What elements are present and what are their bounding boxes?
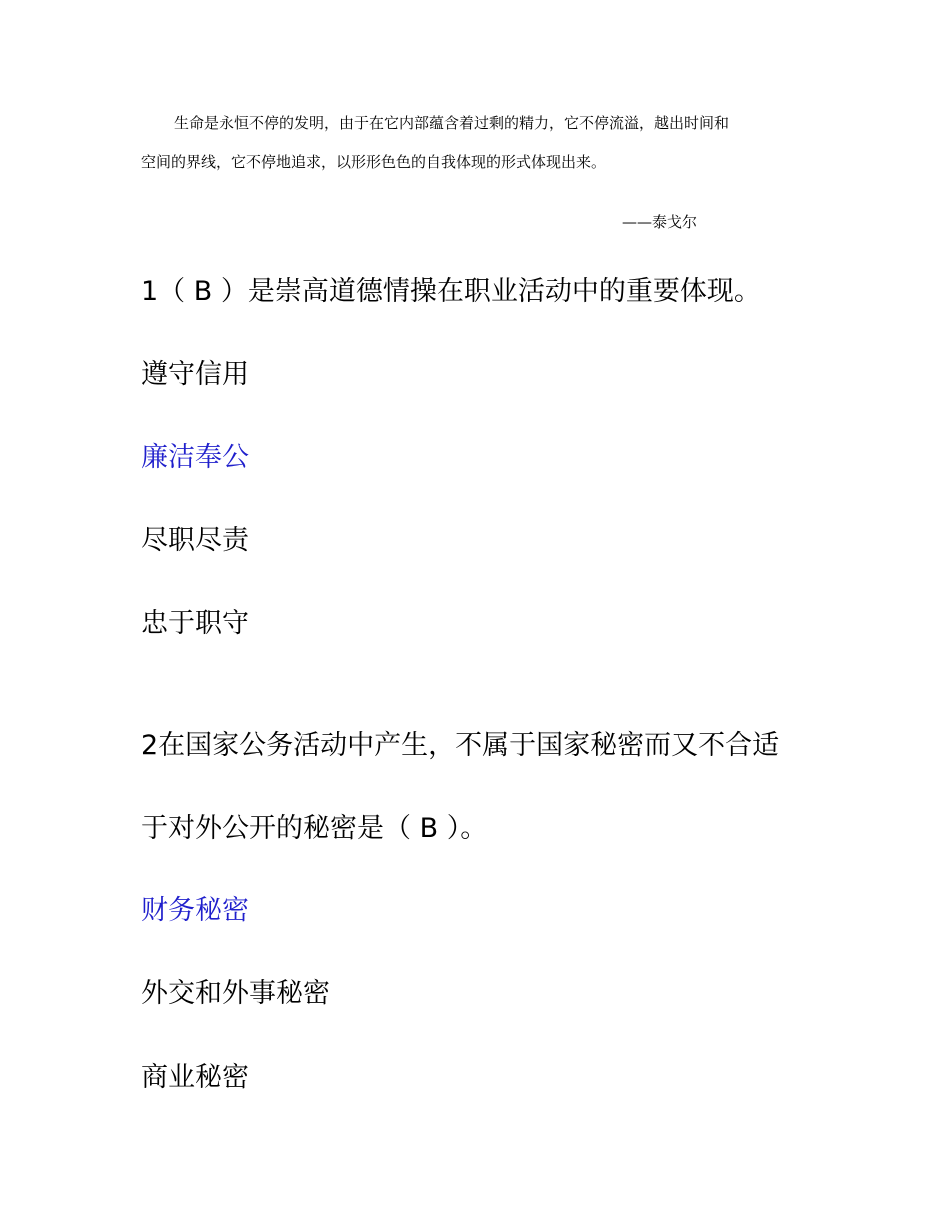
question-1-option-3: 尽职尽责 <box>141 525 249 556</box>
question-2-option-2: 外交和外事秘密 <box>141 978 330 1009</box>
question-2-stem-line-2: 于对外公开的秘密是（ B ）。 <box>141 813 488 844</box>
quote-line-2: 空间的界线，它不停地追求，以形形色色的自我体现的形式体现出来。 <box>141 153 607 171</box>
question-2-option-1-answer: 财务秘密 <box>141 895 249 926</box>
quote-attribution: ——泰戈尔 <box>622 213 698 231</box>
quote-line-1: 生命是永恒不停的发明，由于在它内部蕴含着过剩的精力，它不停流溢，越出时间和 <box>174 114 730 132</box>
question-2-option-3: 商业秘密 <box>141 1062 249 1093</box>
question-1-option-1: 遵守信用 <box>141 359 249 390</box>
question-1-option-2-answer: 廉洁奉公 <box>141 442 249 473</box>
question-1-stem: 1（ B ）是崇高道德情操在职业活动中的重要体现。 <box>141 276 761 307</box>
question-1-option-4: 忠于职守 <box>141 608 249 639</box>
question-2-stem-line-1: 2在国家公务活动中产生，不属于国家秘密而又不合适 <box>141 730 780 761</box>
